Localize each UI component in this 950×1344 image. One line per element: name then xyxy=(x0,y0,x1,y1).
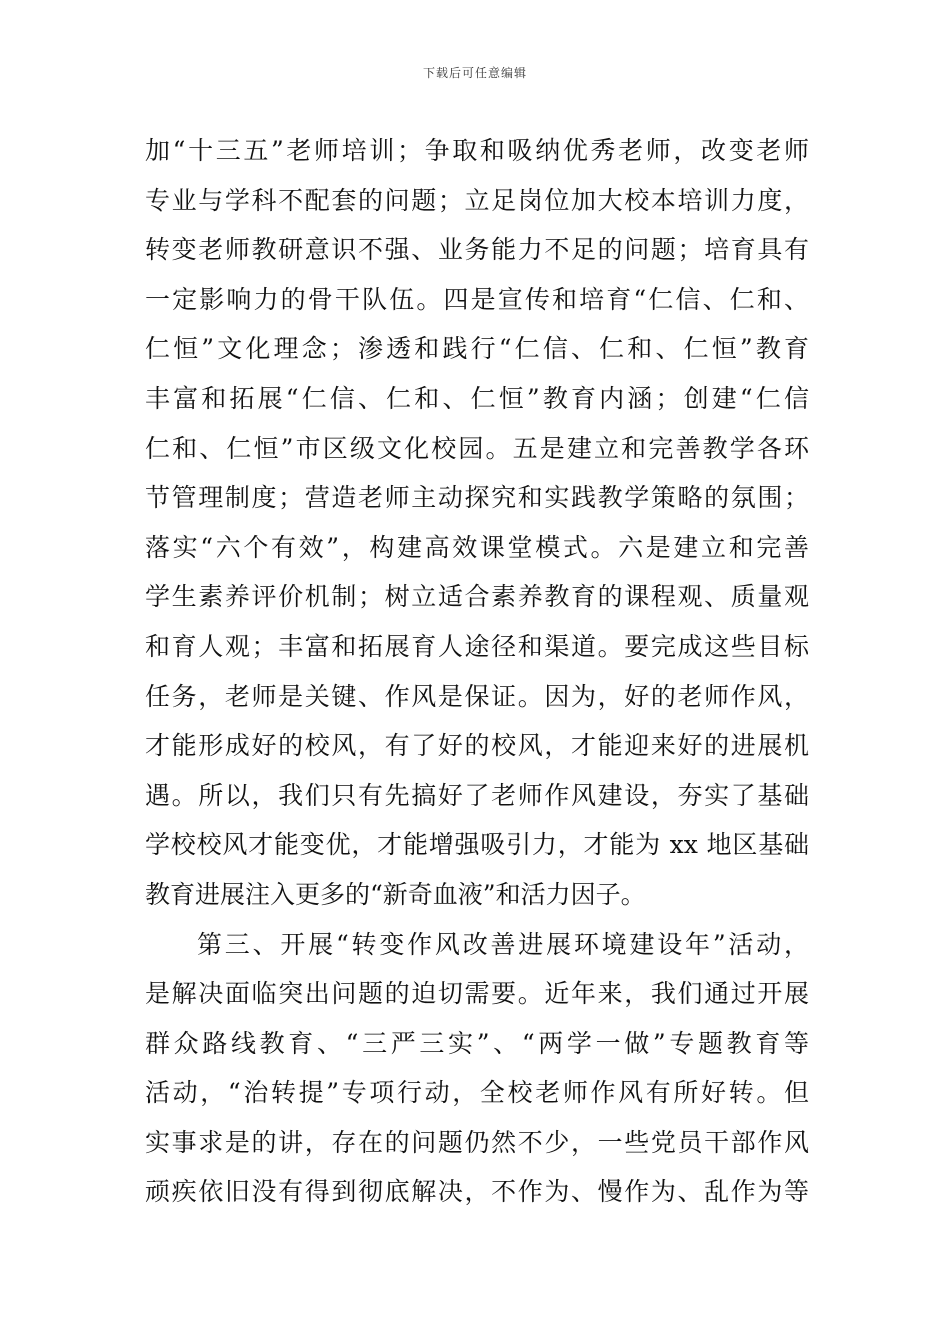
text-line: 和育人观；丰富和拓展育人途径和渠道。要完成这些目标 xyxy=(145,631,809,661)
text-line: 仁恒”文化理念；渗透和践行“仁信、仁和、仁恒”教育 xyxy=(145,334,809,364)
text-line: 仁和、仁恒”市区级文化校园。五是建立和完善教学各环 xyxy=(145,433,809,463)
text-line: 学校校风才能变优，才能增强吸引力，才能为 xx 地区基础 xyxy=(145,830,809,860)
text-line: 转变老师教研意识不强、业务能力不足的问题；培育具有 xyxy=(145,235,809,265)
text-line: 是解决面临突出问题的迫切需要。近年来，我们通过开展 xyxy=(145,979,809,1009)
text-line: 节管理制度；营造老师主动探究和实践教学策略的氛围； xyxy=(145,483,809,513)
text-line: 落实“六个有效”，构建高效课堂模式。六是建立和完善 xyxy=(145,532,809,562)
text-line: 才能形成好的校风，有了好的校风，才能迎来好的进展机 xyxy=(145,731,809,761)
text-line: 丰富和拓展“仁信、仁和、仁恒”教育内涵；创建“仁信 xyxy=(145,383,809,413)
text-line: 加“十三五”老师培训；争取和吸纳优秀老师，改变老师 xyxy=(145,136,809,165)
page-header-note: 下载后可任意编辑 xyxy=(422,66,527,80)
text-line: 遇。所以，我们只有先搞好了老师作风建设，夯实了基础 xyxy=(145,780,809,810)
text-line: 任务，老师是关键、作风是保证。因为，好的老师作风， xyxy=(145,681,809,711)
text-line: 活动，“治转提”专项行动，全校老师作风有所好转。但 xyxy=(145,1078,809,1108)
text-line: 学生素养评价机制；树立适合素养教育的课程观、质量观 xyxy=(145,582,809,612)
text-line: 一定影响力的骨干队伍。四是宣传和培育“仁信、仁和、 xyxy=(145,284,809,314)
text-line: 顽疾依旧没有得到彻底解决，不作为、慢作为、乱作为等 xyxy=(145,1177,809,1207)
text-line: 实事求是的讲，存在的问题仍然不少，一些党员干部作风 xyxy=(145,1127,809,1157)
text-line: 专业与学科不配套的问题；立足岗位加大校本培训力度， xyxy=(145,185,809,215)
text-line: 群众路线教育、“三严三实”、“两学一做”专题教育等 xyxy=(145,1028,809,1058)
document-body xyxy=(145,126,809,1217)
text-line: 教育进展注入更多的“新奇血液”和活力因子。 xyxy=(145,879,646,909)
text-line: 第三、开展“转变作风改善进展环境建设年”活动， xyxy=(197,929,809,959)
